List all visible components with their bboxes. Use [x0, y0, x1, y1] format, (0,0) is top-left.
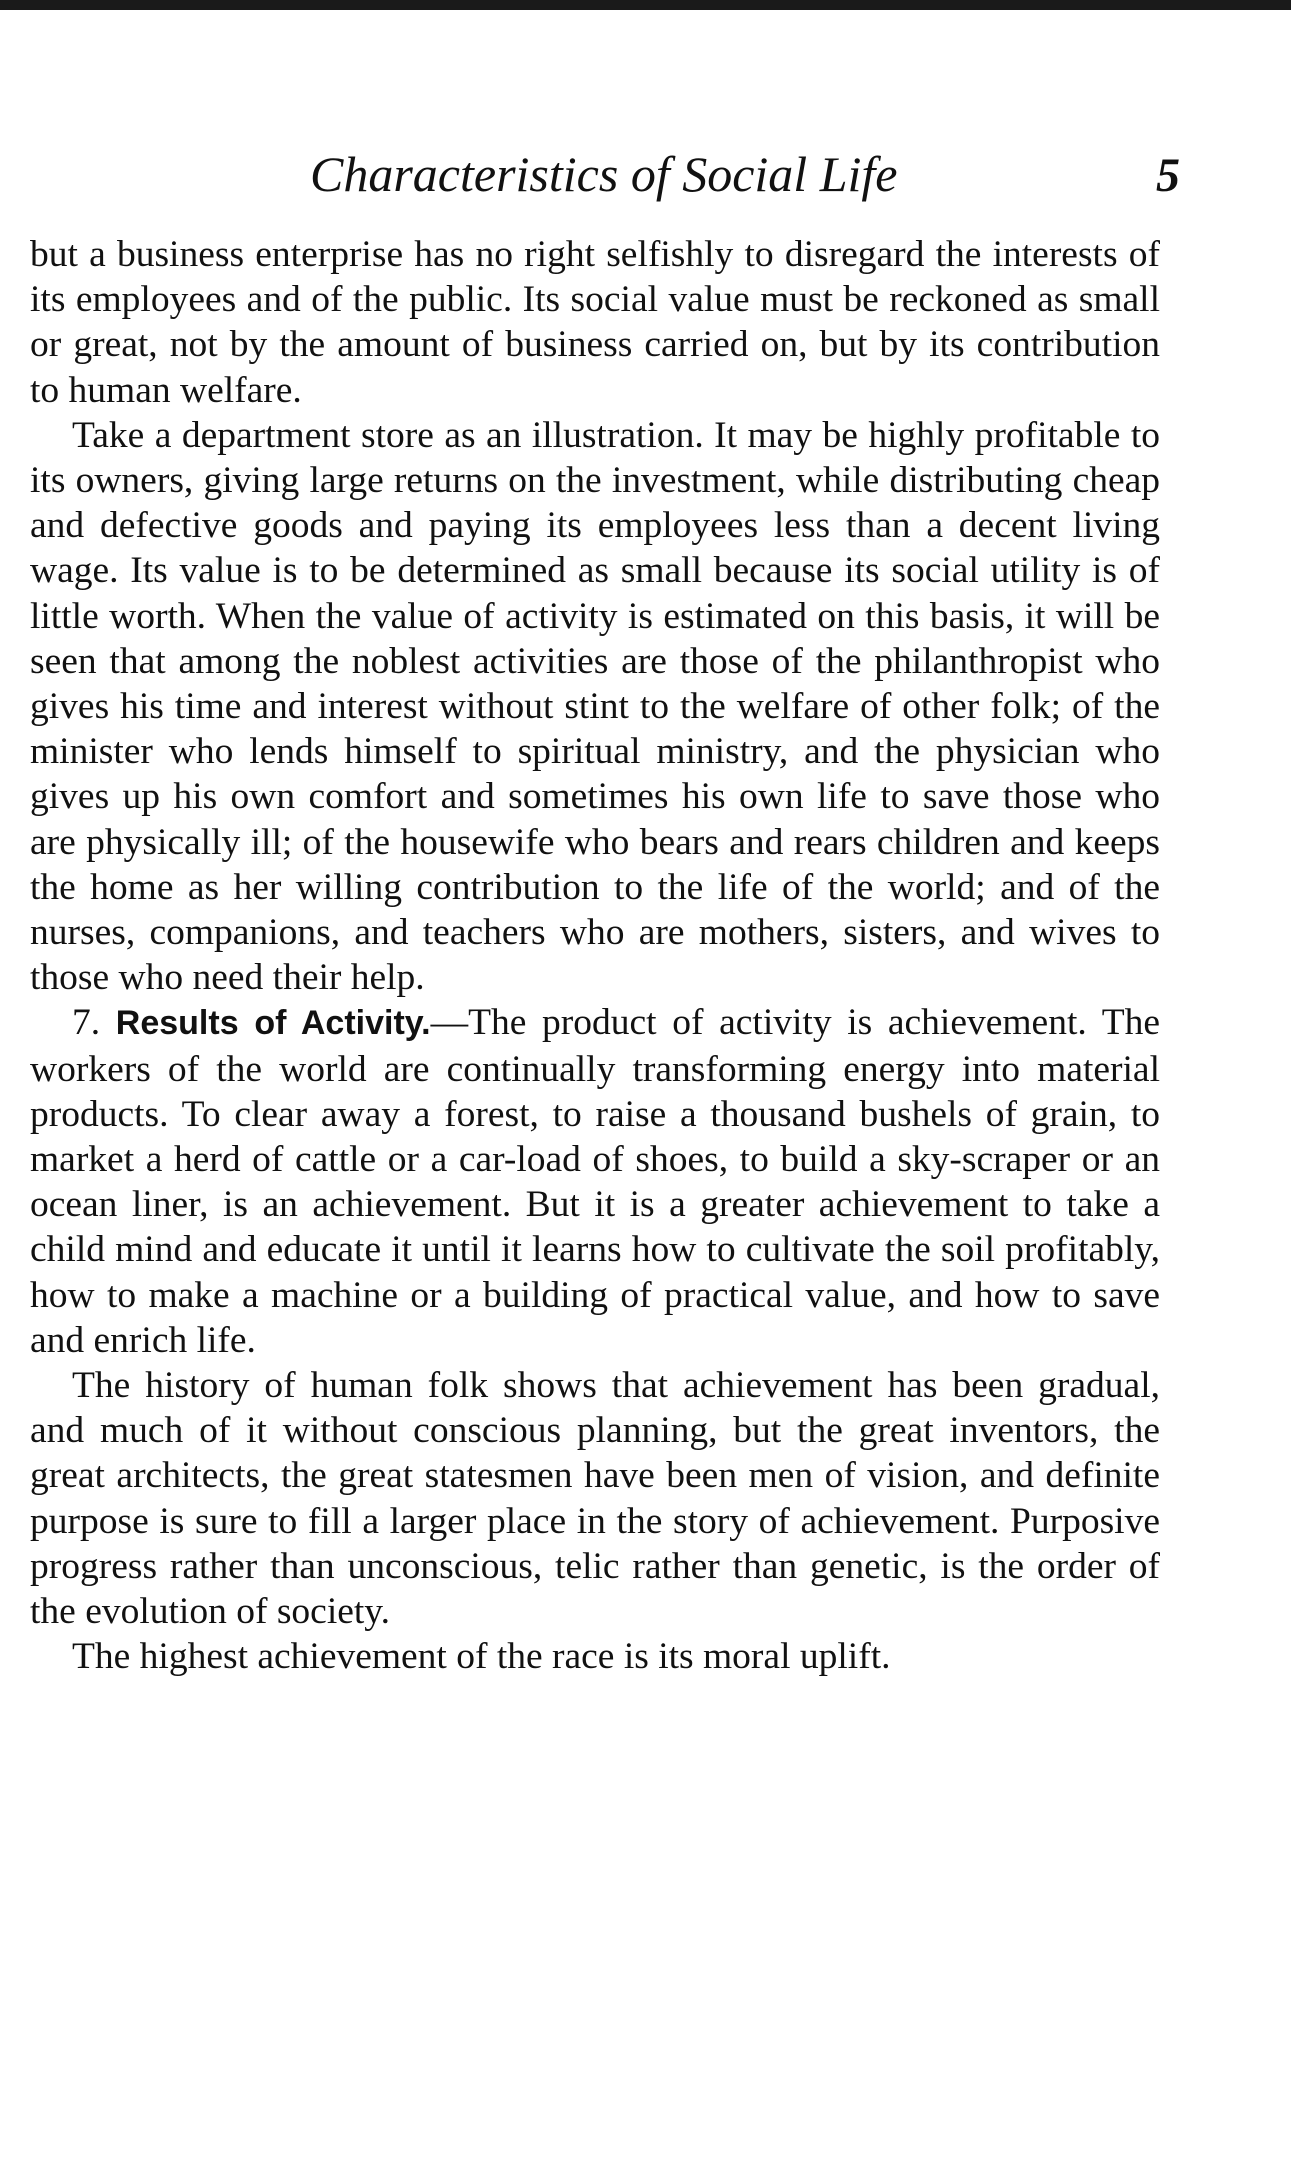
- section-heading: Results of Activity.: [115, 1004, 431, 1043]
- page-body: [30, 232, 1160, 1680]
- running-title: Characteristics of Social Life: [310, 146, 898, 202]
- page-number: 5: [1156, 149, 1180, 202]
- section-results-of-activity: [30, 1000, 1160, 1363]
- paragraph-moral-uplift: The highest achievement of the race is its moral uplift.: [72, 1636, 891, 1678]
- top-border-rule: [0, 0, 1291, 10]
- paragraph-continuation: but a business enterprise has no right selfishly to disregard the interests of its employees and of the public. Its social value must be reckoned as small or great, not by the amount of business carried on, but by its contribution to human welfare.: [30, 234, 1160, 411]
- paragraph-department-store: Take a department store as an illustration. It may be highly profitable to its owners, giving large returns on the investment, while distributing cheap and defective goods and paying its employees less than a decent living wage. Its value is to be determined as small because its social utility is of little worth. When the value of activity is estimated on this basis, it will be seen that among the noblest activities are those of the philanthropist who gives his time and interest without stint to the welfare of other folk; of the minister who lends himself to spiritual ministry, and the physician who gives up his own comfort and sometimes his own life to save those who are physically ill; of the housewife who bears and rears children and keeps the home as her willing contribution to the life of the world; and of the nurses, companions, and teachers who are mothers, sisters, and wives to those who need their help.: [30, 414, 1160, 999]
- section-text: —The product of activity is achievement. The workers of the world are continually transforming energy into material products. To clear away a forest, to raise a thousand bushels of grain, to market a herd of cattle or a car-load of shoes, to build a sky-scraper or an ocean liner, is an achievement. But it is a greater achievement to take a child mind and educate it until it learns how to cultivate the soil profitably, how to make a machine or a building of practical value, and how to save and enrich life.: [30, 1002, 1161, 1361]
- paragraph-history: The history of human folk shows that achievement has been gradual, and much of it without conscious planning, but the great inventors, the great architects, the great statesmen have been men of vision, and definite purpose is sure to fill a larger place in the story of achievement. Purposive progress rather than unconscious, telic rather than genetic, is the order of the evolution of society.: [30, 1365, 1160, 1633]
- section-number: 7.: [72, 1002, 101, 1044]
- running-head: [30, 140, 1180, 210]
